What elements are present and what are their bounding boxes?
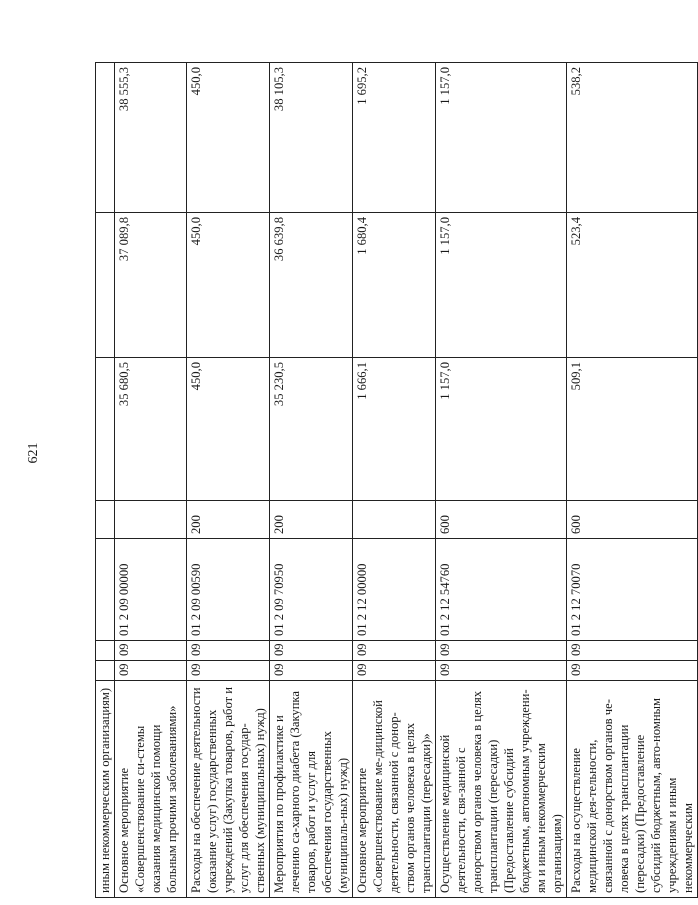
row-amount-year-3: 38 555,3 [115, 63, 187, 213]
row-amount-year-2: 523,4 [567, 213, 698, 358]
row-amount-year-1: 35 230,5 [270, 358, 353, 501]
rotated-table-container [95, 63, 695, 898]
row-amount-year-1: 1 157,0 [436, 358, 567, 501]
row-amount-year-3: 450,0 [187, 63, 270, 213]
row-expense-type: 200 [187, 501, 270, 539]
row-ministry-code: 09 [115, 661, 187, 681]
table-viewport [95, 63, 695, 898]
row-expense-type: 600 [567, 501, 698, 539]
row-ministry-code: 09 [567, 661, 698, 681]
row-amount-year-3 [96, 63, 115, 213]
row-target-article [96, 539, 115, 641]
row-amount-year-2: 36 639,8 [270, 213, 353, 358]
row-ministry-code: 09 [353, 661, 436, 681]
row-section-code: 09 [187, 641, 270, 661]
row-amount-year-1: 509,1 [567, 358, 698, 501]
row-ministry-code: 09 [187, 661, 270, 681]
row-amount-year-1: 1 666,1 [353, 358, 436, 501]
table-row [96, 63, 115, 898]
row-section-code: 09 [567, 641, 698, 661]
page-number: 621 [26, 442, 41, 464]
row-target-article: 01 2 09 00590 [187, 539, 270, 641]
row-ministry-code: 09 [270, 661, 353, 681]
row-section-code: 09 [353, 641, 436, 661]
row-target-article: 01 2 09 00000 [115, 539, 187, 641]
table-row [115, 63, 187, 898]
row-amount-year-1: 35 680,5 [115, 358, 187, 501]
row-name: иным некоммерческим организациям) [96, 681, 115, 898]
table-body [96, 63, 698, 898]
row-expense-type [96, 501, 115, 539]
row-expense-type: 600 [436, 501, 567, 539]
row-ministry-code [96, 661, 115, 681]
row-amount-year-2: 450,0 [187, 213, 270, 358]
row-target-article: 01 2 09 70950 [270, 539, 353, 641]
row-amount-year-3: 538,2 [567, 63, 698, 213]
row-target-article: 01 2 12 54760 [436, 539, 567, 641]
row-name: Расходы на обеспечение деятельности (оказание услуг) государственных учреждений (Закупка товаров, работ и услуг для обеспечения государ-ственных (муниципальных) нужд) [187, 681, 270, 898]
row-amount-year-1 [96, 358, 115, 501]
row-expense-type [353, 501, 436, 539]
row-amount-year-3: 38 105,3 [270, 63, 353, 213]
table-row [567, 63, 698, 898]
budget-table [95, 62, 698, 898]
row-section-code: 09 [115, 641, 187, 661]
row-amount-year-2 [96, 213, 115, 358]
row-amount-year-3: 1 157,0 [436, 63, 567, 213]
row-section-code: 09 [270, 641, 353, 661]
row-name: Расходы на осуществление медицинской дея-тельности, связанной с донорством органов че-ловека в целях трансплантации (пересадки) (Предоставление субсидий бюджетным, авто-номным учреждениям и иным некоммерческим [567, 681, 698, 898]
table-row [353, 63, 436, 898]
row-amount-year-1: 450,0 [187, 358, 270, 501]
table-row [187, 63, 270, 898]
row-amount-year-2: 37 089,8 [115, 213, 187, 358]
row-expense-type: 200 [270, 501, 353, 539]
row-target-article: 01 2 12 70070 [567, 539, 698, 641]
row-amount-year-3: 1 695,2 [353, 63, 436, 213]
row-name: Основное мероприятие «Совершенствование си-стемы оказания медицинской помощи больным прочими заболеваниями» [115, 681, 187, 898]
row-amount-year-2: 1 680,4 [353, 213, 436, 358]
row-ministry-code: 09 [436, 661, 567, 681]
row-target-article: 01 2 12 00000 [353, 539, 436, 641]
row-name: Осуществление медицинской деятельности, свя-занной с донорством органов человека в целях трансплантации (пересадки) (Предоставление субсидий бюджетным, автономным учреждени-ям и иным некоммерческим организациям) [436, 681, 567, 898]
row-section-code: 09 [436, 641, 567, 661]
row-name: Основное мероприятие «Совершенствование ме-дицинской деятельности, связанной с донор-ством органов человека в целях трансплантации (пересадки)» [353, 681, 436, 898]
row-expense-type [115, 501, 187, 539]
row-name: Мероприятия по профилактике и лечению са-харного диабета (Закупка товаров, работ и услуг для обеспечения государственных (муниципаль-ных) нужд) [270, 681, 353, 898]
row-section-code [96, 641, 115, 661]
row-amount-year-2: 1 157,0 [436, 213, 567, 358]
table-row [270, 63, 353, 898]
table-row [436, 63, 567, 898]
